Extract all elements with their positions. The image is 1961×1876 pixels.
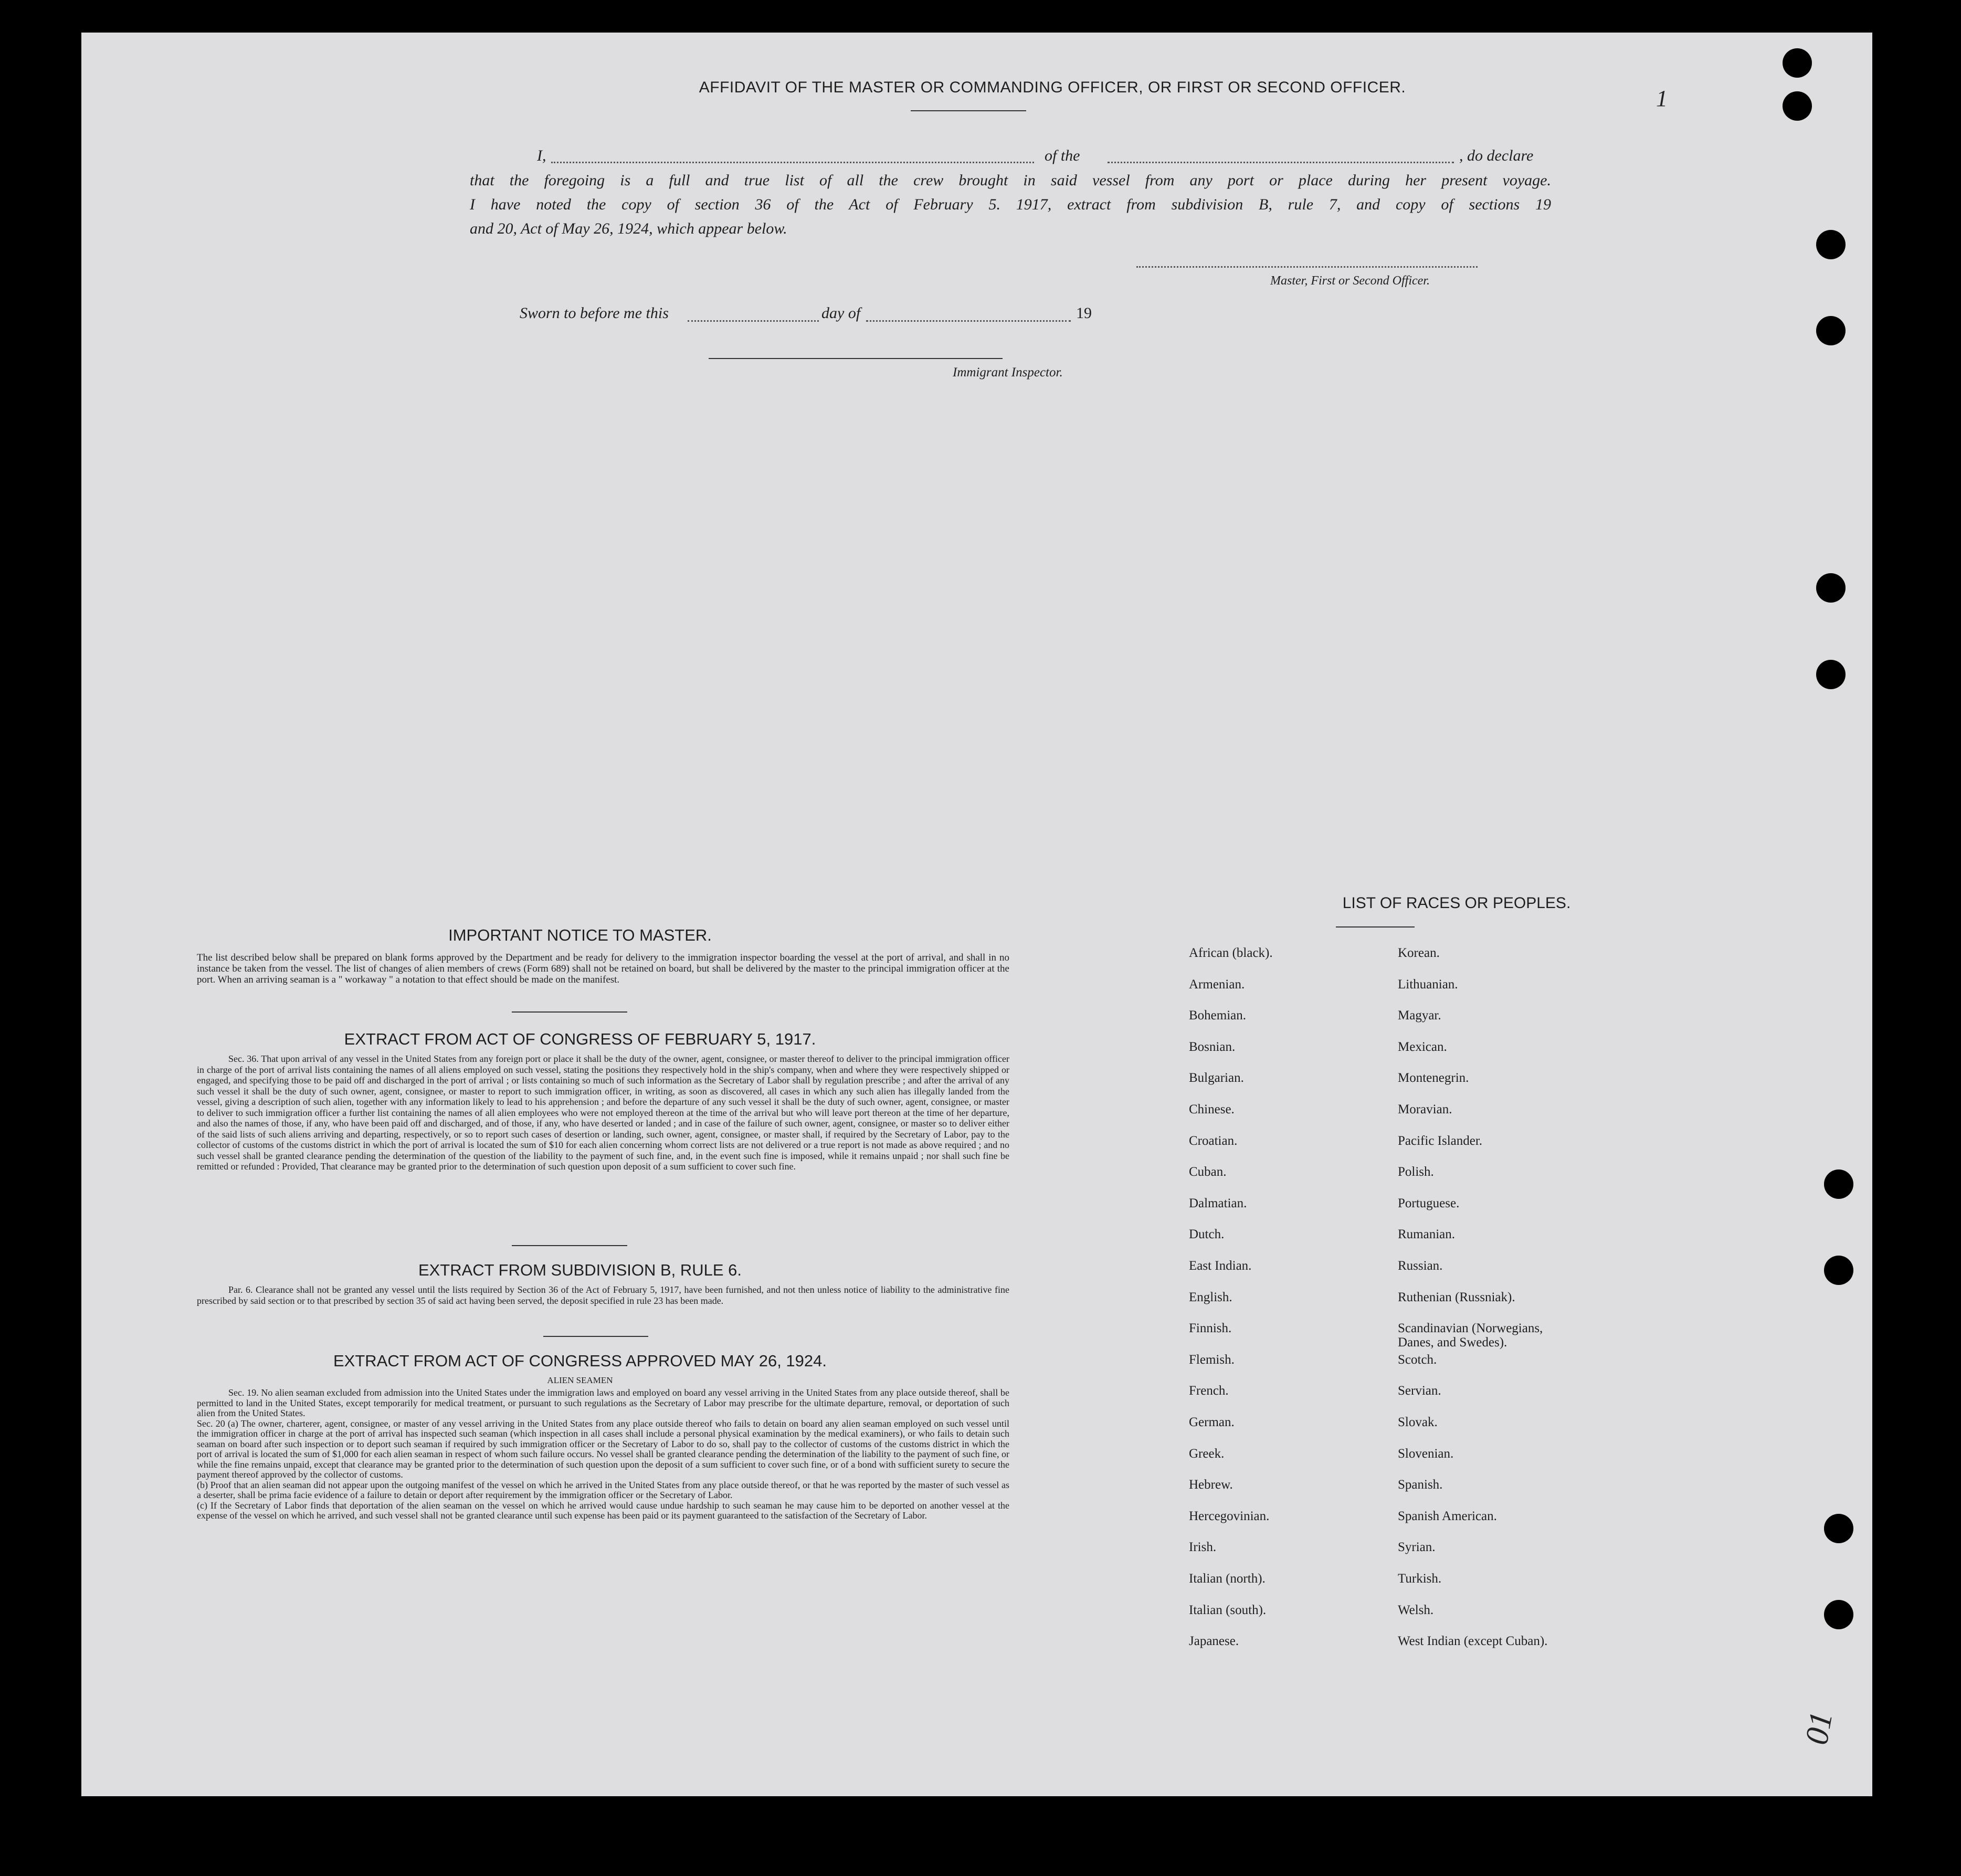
affidavit-line3: I have noted the copy of section 36 of the Act of February 5. 1917, extract from subdivision B, rule 7, and copy of sections 19	[470, 196, 1551, 213]
affidavit-line4: and 20, Act of May 26, 1924, which appear below.	[470, 220, 787, 237]
master-name-blank	[551, 162, 1034, 163]
punch-hole	[1816, 660, 1846, 689]
handwritten-corner-mark: 01	[1798, 1709, 1840, 1747]
extract-rule6-title: EXTRACT FROM SUBDIVISION B, RULE 6.	[418, 1261, 742, 1279]
race-item: Russian.	[1398, 1259, 1443, 1273]
race-item: Scandinavian (Norwegians, Danes, and Swedes).	[1398, 1321, 1543, 1350]
punch-hole	[1824, 1600, 1853, 1629]
race-item: Welsh.	[1398, 1603, 1434, 1617]
race-item: Flemish.	[1189, 1353, 1235, 1367]
race-item: Cuban.	[1189, 1165, 1227, 1179]
master-signature-line	[1136, 266, 1478, 268]
race-item: Hebrew.	[1189, 1478, 1233, 1492]
race-item: English.	[1189, 1290, 1232, 1304]
punch-hole	[1816, 316, 1846, 345]
race-item: Spanish.	[1398, 1478, 1443, 1492]
race-item: Rumanian.	[1398, 1227, 1456, 1241]
notice-divider	[512, 1011, 627, 1013]
sworn-month-blank	[866, 320, 1071, 322]
race-item: French.	[1189, 1384, 1229, 1398]
race-item: Chinese.	[1189, 1102, 1235, 1116]
extract-rule6-divider	[543, 1336, 648, 1337]
affidavit-line1-declare: , do declare	[1459, 147, 1534, 164]
race-item: Italian (south).	[1189, 1603, 1267, 1617]
race-item: Dutch.	[1189, 1227, 1225, 1241]
inspector-signature-line	[709, 358, 1003, 359]
punch-hole	[1783, 91, 1812, 121]
affidavit-line1-i: I,	[537, 147, 546, 164]
punch-hole	[1824, 1256, 1853, 1285]
race-item: Greek.	[1189, 1447, 1225, 1461]
extract-1924-title: EXTRACT FROM ACT OF CONGRESS APPROVED MAY 26, 1924.	[333, 1352, 827, 1370]
punch-hole	[1824, 1169, 1853, 1199]
notice-title: IMPORTANT NOTICE TO MASTER.	[448, 926, 712, 944]
handwritten-page-number: 1	[1656, 86, 1668, 111]
race-item: German.	[1189, 1415, 1235, 1429]
race-item: East Indian.	[1189, 1259, 1252, 1273]
race-item: Korean.	[1398, 946, 1440, 960]
extract-1924-body: Sec. 19. No alien seaman excluded from admission into the United States under the immigration laws and employed on board any vessel arriving in the United States from any place outside thereof, shall be permitted to land in the United States, except temporarily for medical treatment, or pursuant to such regulations as the Secretary of Labor may prescribe for the ultimate departure, removal, or deportation of such alien from the United States. Sec. 20 (a) The owner, charterer, agent, consignee, or master of any vessel arriving in the United States from any place outside thereof who fails to detain on board any alien seaman employed on such vessel until the immigration officer in charge at the port of arrival has inspected such seaman (which inspection in all cases shall include a personal physical examination by the medical examiners), or who fails to detain such seaman on board after such inspection or to deport such seaman if required by such immigration officer or the Secretary of Labor to do so, shall pay to the collector of customs of the customs district in which the port of arrival is located the sum of $1,000 for each alien seaman in respect of whom such failure occurs. No vessel shall be granted clearance pending the determination of the liability to the payment of such fine, or while the fine remains unpaid, except that clearance may be granted prior to the determination of such question upon the deposit of a sum sufficient to cover such fine, or of a bond with sufficient surety to secure the payment thereof approved by the collector of customs. (b) Proof that an alien seaman did not appear upon the outgoing manifest of the vessel on which he arrived in the United States from any place outside thereof, or that he was reported by the master of such vessel as a deserter, shall be prima facie evidence of a failure to detain or deport after requirement by the immigration officer or the Secretary of Labor. (c) If the Secretary of Labor finds that deportation of the alien seaman on the vessel on which he arrived would cause undue hardship to such seaman he may cause him to be deported on another vessel at the expense of the vessel on which he arrived, and such vessel shall not be granted clearance until such expense has been paid or its payment guaranteed to the satisfaction of the Secretary of Labor.	[197, 1387, 1009, 1521]
race-item: Syrian.	[1398, 1540, 1436, 1554]
race-item: Turkish.	[1398, 1572, 1442, 1586]
sworn-before-text: Sworn to before me this	[520, 304, 669, 322]
race-item: Irish.	[1189, 1540, 1217, 1554]
punch-hole	[1816, 573, 1846, 603]
race-item: Servian.	[1398, 1384, 1441, 1398]
race-item: Bohemian.	[1189, 1008, 1247, 1023]
race-item: Dalmatian.	[1189, 1196, 1247, 1210]
punch-hole	[1783, 48, 1812, 78]
affidavit-line2: that the foregoing is a full and true list of all the crew brought in said vessel from any port or place during her present voyage.	[470, 172, 1551, 189]
race-item: Bulgarian.	[1189, 1071, 1244, 1085]
race-item: Lithuanian.	[1398, 977, 1458, 992]
extract-1917-title: EXTRACT FROM ACT OF CONGRESS OF FEBRUARY 5, 1917.	[344, 1030, 816, 1048]
extract-1917-divider	[512, 1245, 627, 1246]
race-item: Slovak.	[1398, 1415, 1438, 1429]
races-title: LIST OF RACES OR PEOPLES.	[1342, 894, 1571, 912]
race-item: Moravian.	[1398, 1102, 1452, 1116]
race-item: Mexican.	[1398, 1040, 1447, 1054]
race-item: West Indian (except Cuban).	[1398, 1634, 1548, 1648]
race-item: Magyar.	[1398, 1008, 1441, 1023]
master-signature-label: Master, First or Second Officer.	[1270, 274, 1430, 288]
sworn-day-blank	[688, 320, 819, 322]
race-item: Scotch.	[1398, 1353, 1437, 1367]
extract-1924-subtitle: ALIEN SEAMEN	[547, 1375, 613, 1385]
race-item: Ruthenian (Russniak).	[1398, 1290, 1515, 1304]
extract-rule6-body: Par. 6. Clearance shall not be granted any vessel until the lists required by Section 36 of the Act of February 5, 1917, have been furnished, and not then unless notice of liability to the administrative fine prescribed by said section or to that prescribed by section 35 of said act having been served, the deposit specified in rule 23 has been made.	[197, 1284, 1009, 1306]
race-item: Croatian.	[1189, 1134, 1238, 1148]
punch-hole	[1824, 1514, 1853, 1543]
race-item: African (black).	[1189, 946, 1273, 960]
race-item: Armenian.	[1189, 977, 1245, 992]
day-of-text: day of	[821, 304, 861, 322]
race-item: Bosnian.	[1189, 1040, 1236, 1054]
inspector-signature-label: Immigrant Inspector.	[953, 365, 1063, 380]
affidavit-line1-of-the: of the	[1045, 147, 1080, 164]
race-item: Finnish.	[1189, 1321, 1232, 1335]
race-item: Spanish American.	[1398, 1509, 1497, 1523]
race-item: Hercegovinian.	[1189, 1509, 1270, 1523]
sworn-year-text: 19	[1076, 304, 1092, 322]
race-item: Slovenian.	[1398, 1447, 1454, 1461]
races-title-underline	[1336, 926, 1415, 928]
notice-body: The list described below shall be prepared on blank forms approved by the Department and be ready for delivery to the immigration inspector boarding the vessel at the port of arrival, and shall in no instance be taken from the vessel. The list of changes of alien members of crews (Form 689) shall not be retained on board, but shall be delivered by the master to the principal immigration officer at the port. When an arriving seaman is a " workaway " a notation to that effect should be made on the manifest.	[197, 952, 1009, 985]
vessel-name-blank	[1108, 162, 1454, 163]
document-page	[81, 33, 1872, 1796]
affidavit-title-underline	[911, 110, 1026, 111]
race-item: Italian (north).	[1189, 1572, 1266, 1586]
race-item: Montenegrin.	[1398, 1071, 1469, 1085]
extract-1917-body: Sec. 36. That upon arrival of any vessel in the United States from any foreign port or place it shall be the duty of the owner, agent, consignee, or master thereof to deliver to the principal immigration officer in charge of the port of arrival lists containing the names of all aliens employed on such vessel, stating the positions they respectively hold in the ship's company, when and where they were respectively shipped or engaged, and specifying those to be paid off and discharged in the port of arrival ; or lists containing so much of such information as the Secretary of Labor shall by regulation prescribe ; and after the arrival of any such vessel it shall be the duty of such owner, agent, consignee, or master to report to such immigration officer, in writing, as soon as discovered, all cases in which any such alien has illegally landed from the vessel, giving a description of such alien, together with any information likely to lead to his apprehension ; and before the departure of any such vessel it shall be the duty of such owner, agent, consignee, or master to deliver to such immigration officer a further list containing the names of all alien employees who were not employed thereon at the time of the arrival but who will leave port thereon at the time of her departure, and also the names of those, if any, who have been paid off and discharged, and of those, if any, who have deserted or landed ; and in case of the failure of such owner, agent, consignee, or master so to deliver either of the said lists of such aliens arriving and departing, respectively, or so to report such cases of desertion or landing, such owner, agent, consignee, or master shall, if required by the Secretary of Labor, pay to the collector of customs of the customs district in which the port of arrival is located the sum of $10 for each alien concerning whom correct lists are not delivered or a true report is not made as above required ; and no such vessel shall be granted clearance pending the determination of the question of the liability to the payment of such fine, and, in the event such fine is imposed, while it remains unpaid ; nor shall such fine be remitted or refunded : Provided, That clearance may be granted prior to the determination of such question upon deposit of a sum sufficient to cover such fine.	[197, 1053, 1009, 1172]
affidavit-title: AFFIDAVIT OF THE MASTER OR COMMANDING OFFICER, OR FIRST OR SECOND OFFICER.	[699, 79, 1406, 96]
race-item: Polish.	[1398, 1165, 1434, 1179]
race-item: Portuguese.	[1398, 1196, 1460, 1210]
race-item: Japanese.	[1189, 1634, 1239, 1648]
race-item: Pacific Islander.	[1398, 1134, 1483, 1148]
punch-hole	[1816, 230, 1846, 259]
